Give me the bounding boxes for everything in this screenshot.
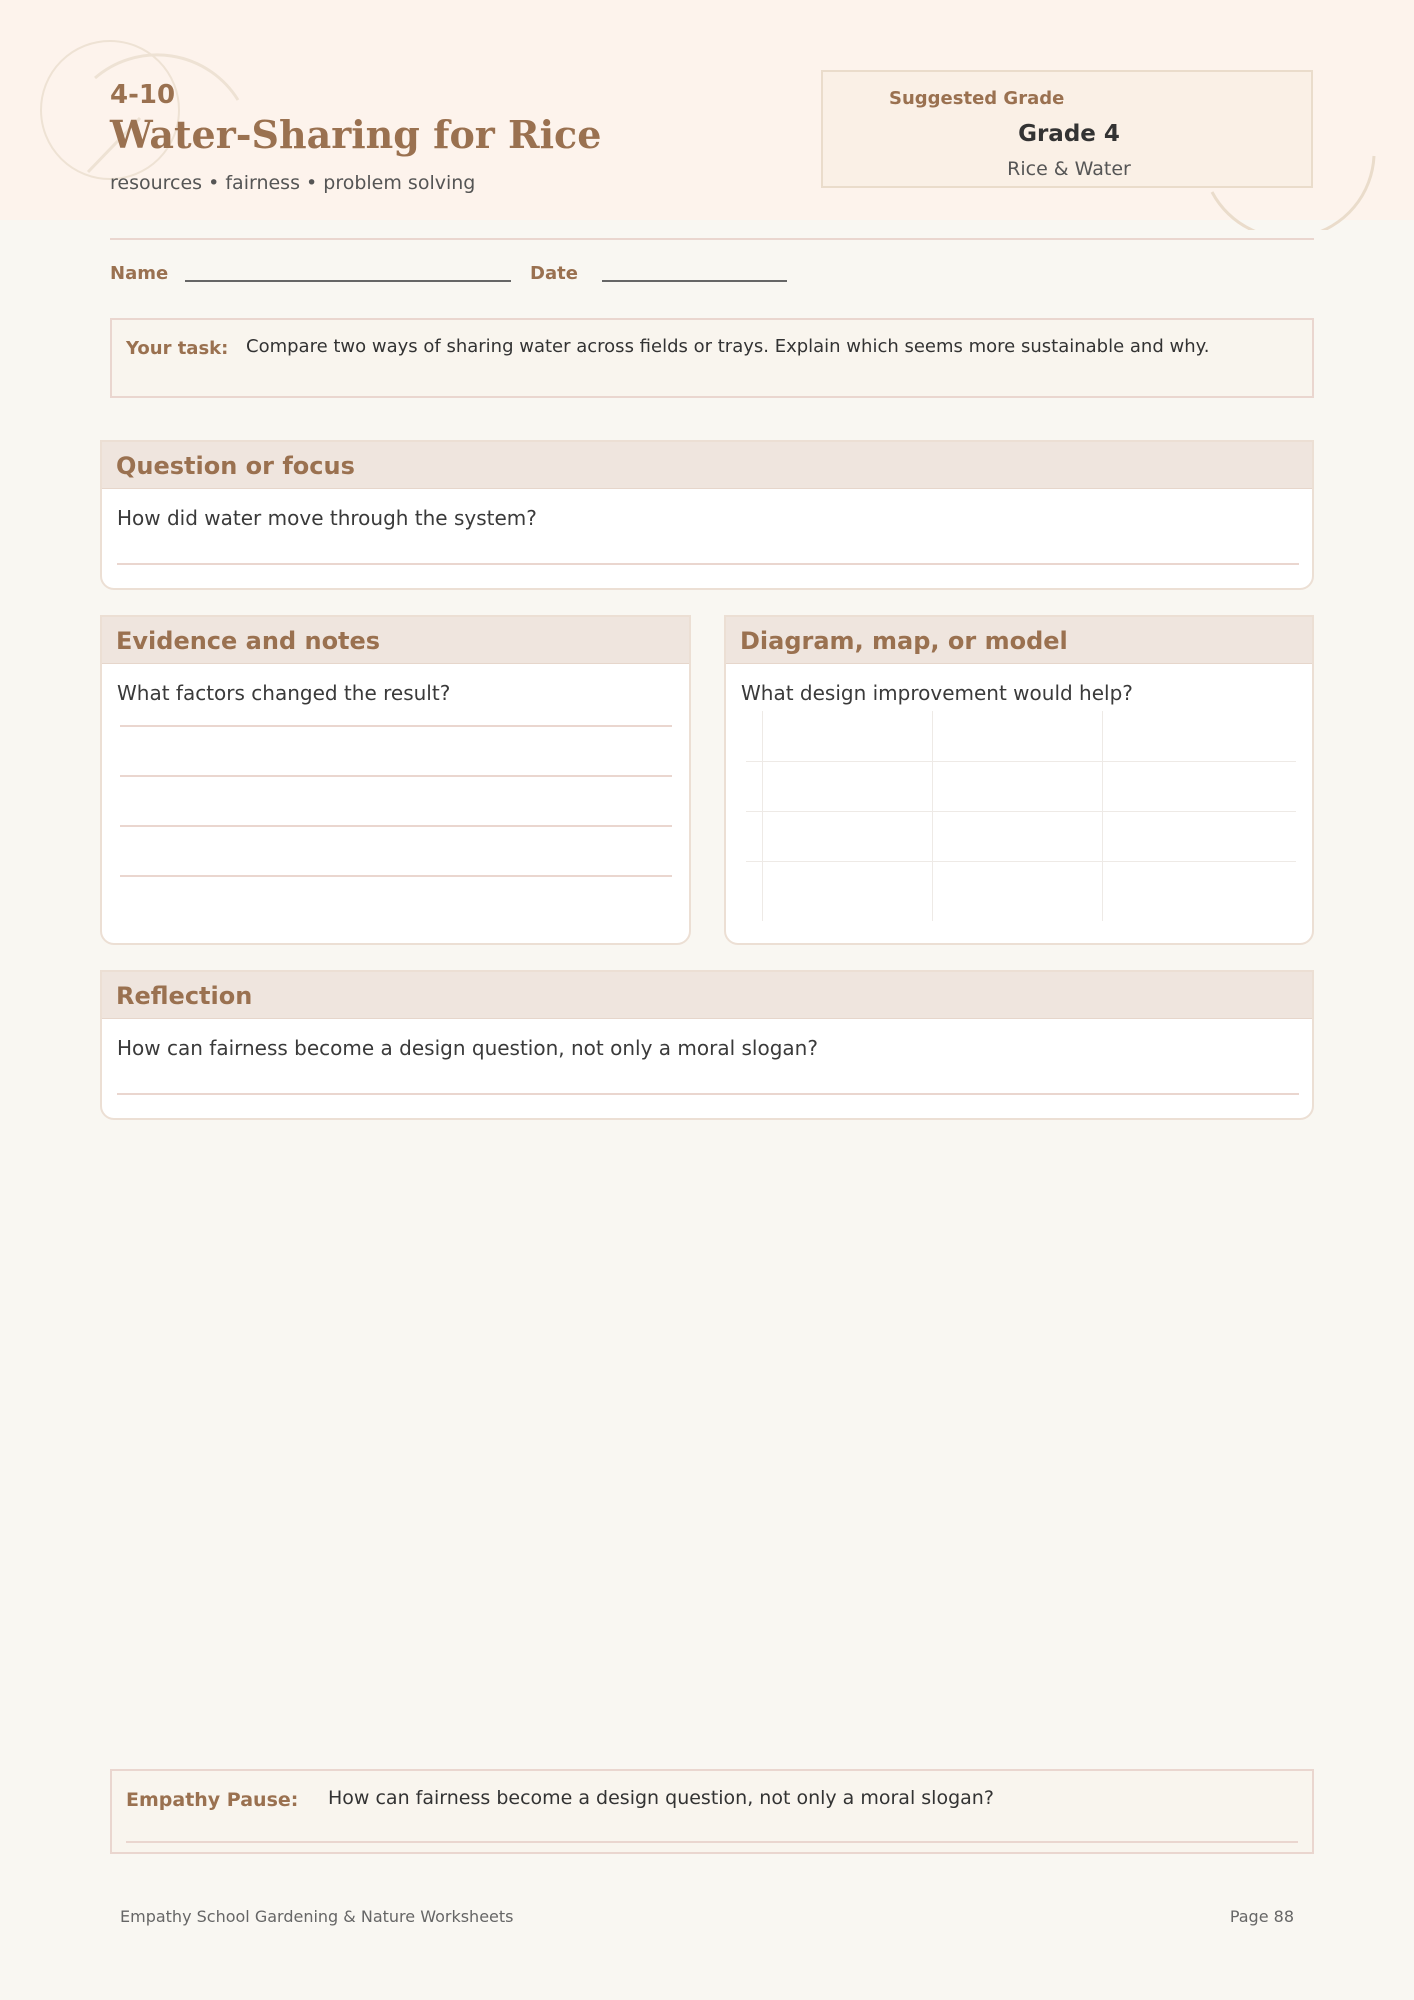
grid-line-vertical (932, 711, 933, 921)
worksheet-title: Water-Sharing for Rice (110, 112, 602, 157)
writing-line[interactable] (120, 725, 672, 727)
date-label: Date (530, 263, 578, 284)
worksheet-code: 4-10 (110, 80, 176, 110)
grid-line-horizontal (746, 811, 1296, 812)
reflection-prompt: How can fairness become a design question, not only a moral slogan? (117, 1036, 818, 1060)
grade-value: Grade 4 (1018, 121, 1120, 147)
grade-topic: Rice & Water (1007, 158, 1131, 180)
task-label: Your task: (126, 338, 229, 359)
diagram-prompt: What design improvement would help? (741, 681, 1133, 705)
name-label: Name (110, 263, 169, 284)
empathy-pause-box (110, 1769, 1314, 1854)
evidence-prompt: What factors changed the result? (117, 681, 451, 705)
grade-label: Suggested Grade (889, 88, 1065, 109)
task-text: Compare two ways of sharing water across fields or trays. Explain which seems more sustainable and why. (246, 336, 1210, 357)
task-box (110, 318, 1314, 398)
evidence-card (100, 615, 691, 945)
empathy-pause-text: How can fairness become a design question, not only a moral slogan? (328, 1787, 994, 1809)
decorative-circle-large (41, 41, 179, 179)
question-card (100, 440, 1314, 590)
question-card-title: Question or focus (102, 442, 1312, 489)
diagram-card (724, 615, 1314, 945)
topic-tags: resources • fairness • problem solving (110, 172, 476, 194)
grid-line-vertical (762, 711, 763, 921)
reflection-card (100, 970, 1314, 1120)
grid-line-horizontal (746, 861, 1296, 862)
grid-line-horizontal (746, 761, 1296, 762)
reflection-card-title: Reflection (102, 972, 1312, 1019)
writing-line[interactable] (117, 563, 1299, 565)
writing-line[interactable] (120, 825, 672, 827)
footer-page-number: Page 88 (1229, 1907, 1294, 1926)
question-prompt: How did water move through the system? (117, 506, 537, 530)
writing-line[interactable] (120, 775, 672, 777)
name-field[interactable] (185, 280, 511, 282)
grid-line-vertical (1102, 711, 1103, 921)
empathy-pause-label: Empathy Pause: (126, 1789, 299, 1811)
footer-series-title: Empathy School Gardening & Nature Worksheets (120, 1907, 514, 1926)
writing-line[interactable] (126, 1841, 1298, 1843)
writing-line[interactable] (117, 1093, 1299, 1095)
header-divider (110, 238, 1314, 240)
writing-line[interactable] (120, 875, 672, 877)
date-field[interactable] (602, 280, 787, 282)
evidence-card-title: Evidence and notes (102, 617, 689, 664)
grade-box (821, 70, 1313, 188)
diagram-card-title: Diagram, map, or model (726, 617, 1312, 664)
